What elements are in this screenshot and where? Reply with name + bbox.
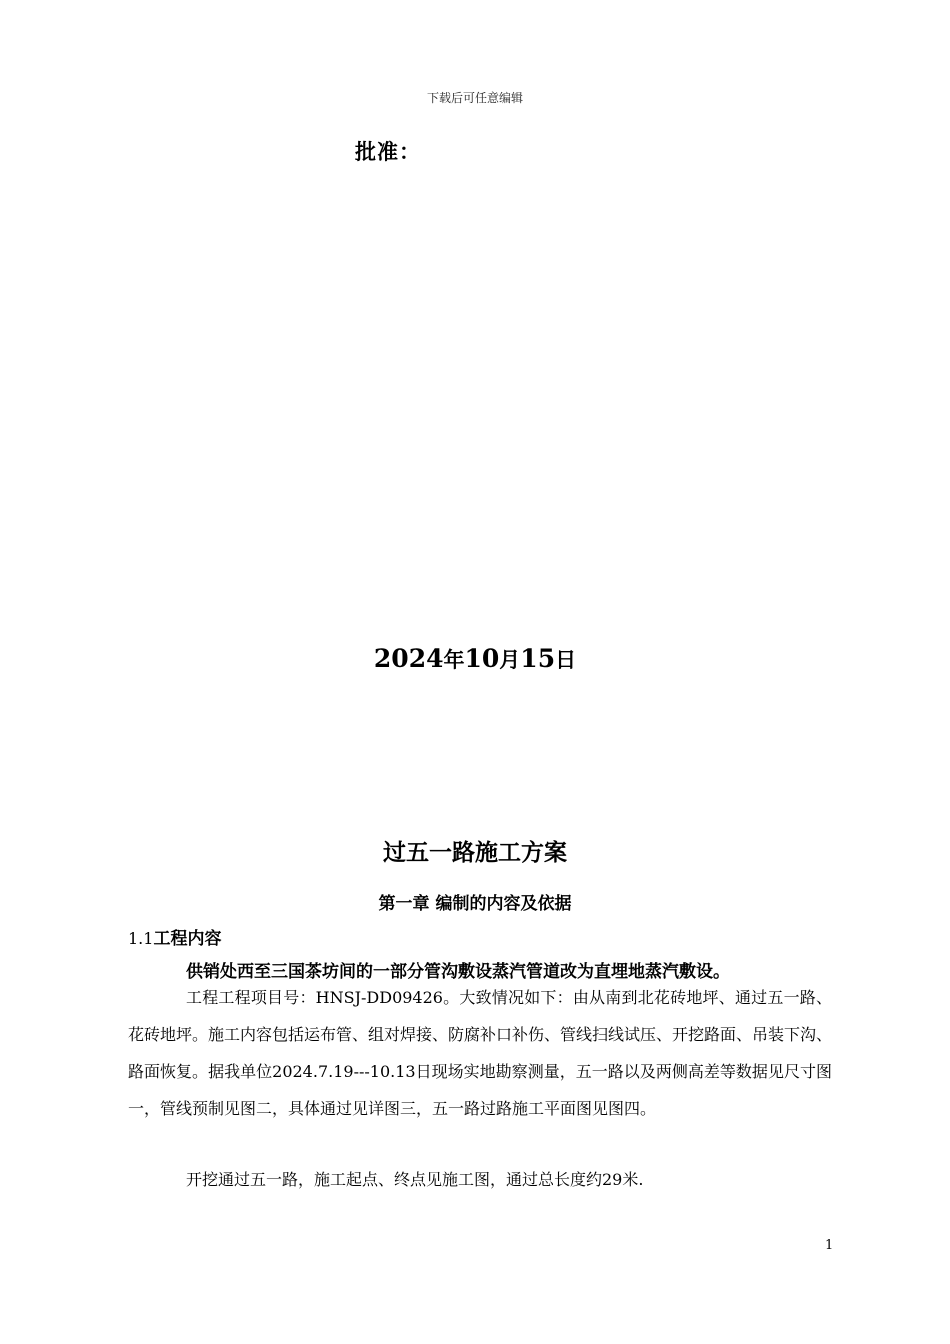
section-heading (128, 924, 221, 949)
body-paragraph: 工程工程项目号：HNSJ-DD09426。大致情况如下：由从南到北花砖地坪、通过五一路、花砖地坪。施工内容包括运布管、组对焊接、防腐补口补伤、管线扫线试压、开挖路面、吊装下沟、路面恢复。据我单位2024.7.19---10.13日现场实地勘察测量，五一路以及两侧高差等数据见尺寸图一，管线预制见图二，具体通过见详图三，五一路过路施工平面图见图四。 (128, 988, 833, 1118)
chapter-heading: 第一章 编制的内容及依据 (378, 894, 572, 914)
body-paragraph: 开挖通过五一路，施工起点、终点见施工图，通过总长度约29米. (186, 1170, 644, 1189)
section-title: 工程内容 (153, 929, 222, 949)
section-number: 1.1 (128, 929, 154, 948)
document-date (0, 644, 950, 674)
summary-line: 供销处西至三国茶坊间的一部分管沟敷设蒸汽管道改为直埋地蒸汽敷设。 (186, 962, 730, 982)
approval-label: 批准： (355, 140, 421, 164)
date-year: 2024 (373, 644, 444, 673)
document-title: 过五一路施工方案 (383, 840, 567, 866)
date-day: 15 (520, 644, 556, 673)
date-year-unit: 年 (443, 648, 465, 672)
date-month: 10 (464, 644, 500, 673)
page-number: 1 (825, 1238, 834, 1253)
date-month-unit: 月 (499, 648, 521, 672)
header-note: 下载后可任意编辑 (426, 91, 523, 105)
date-day-unit: 日 (555, 648, 577, 672)
